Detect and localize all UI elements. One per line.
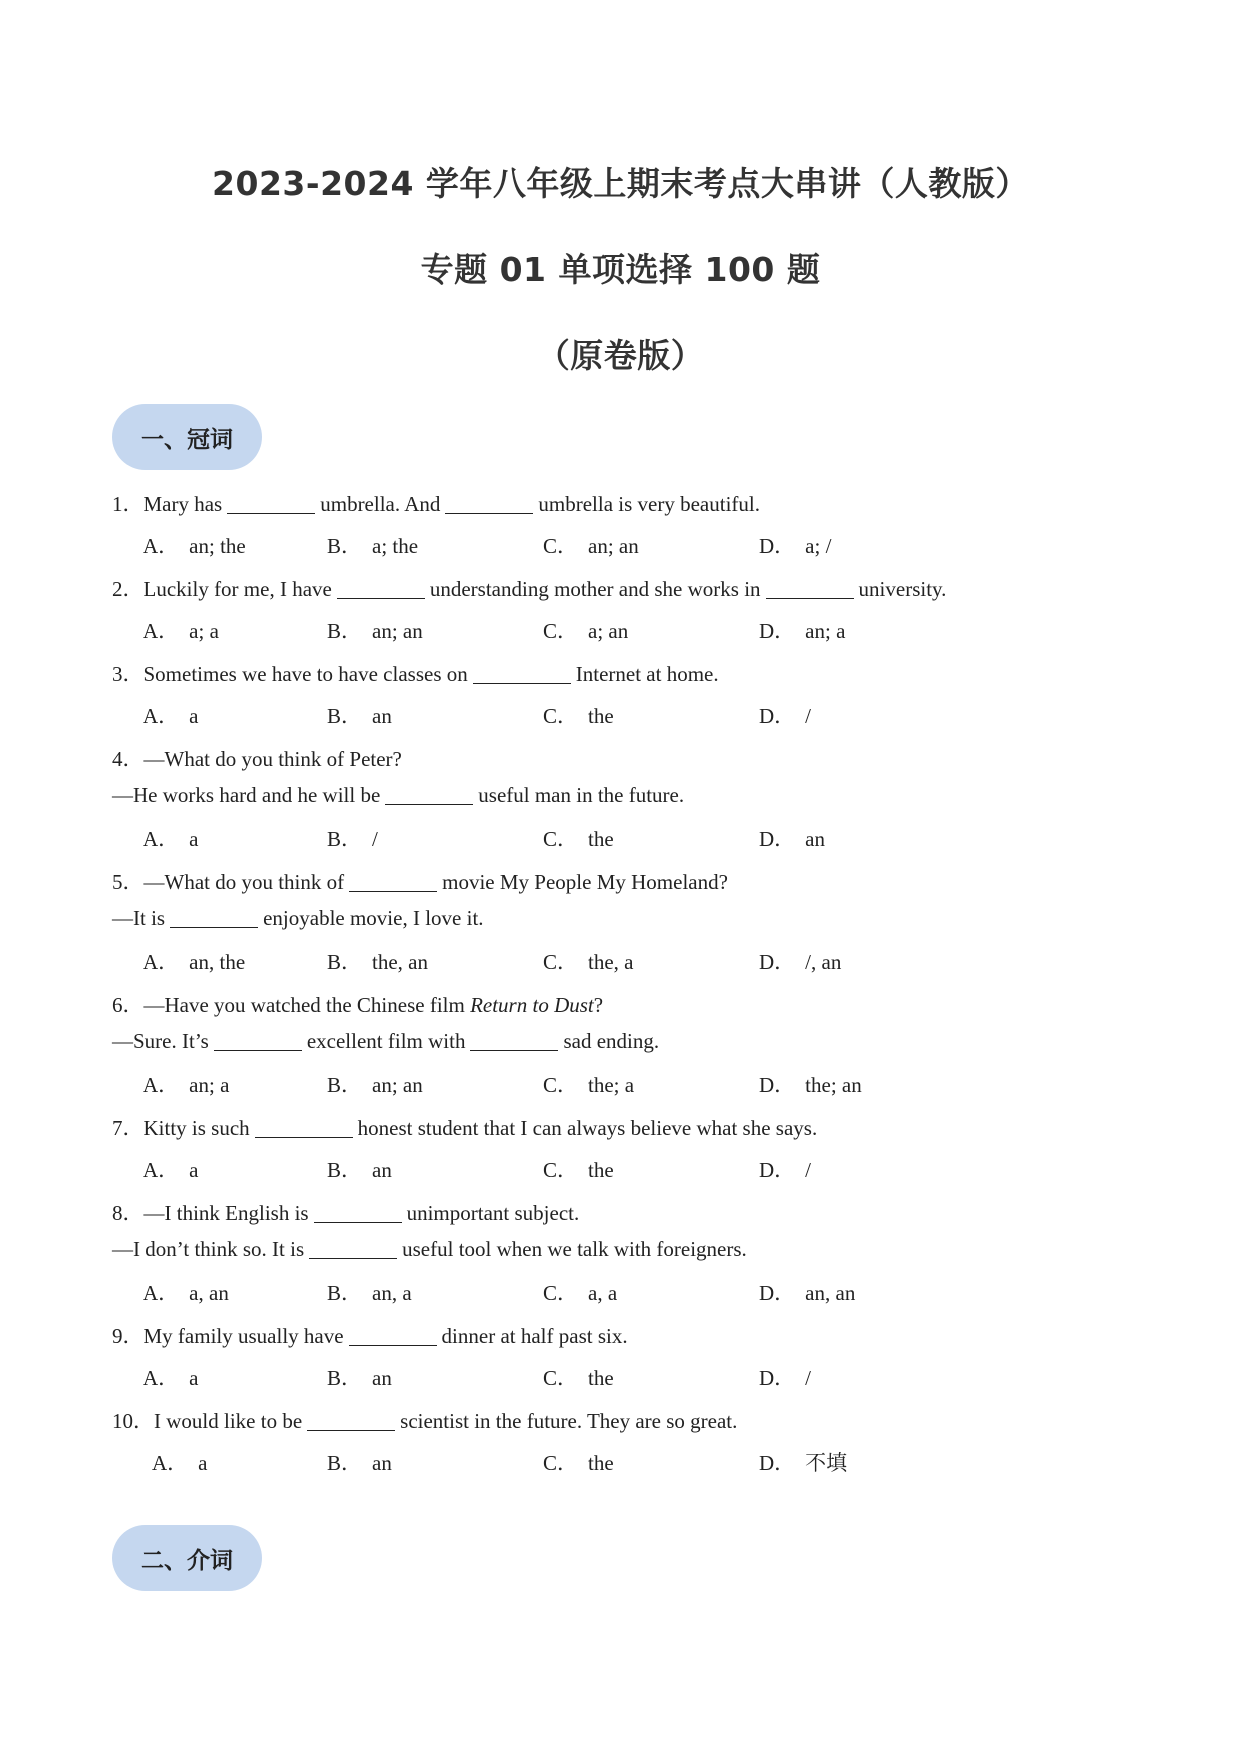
option-c: C． the (543, 827, 614, 851)
option-a: A． a; a (143, 619, 219, 643)
option-d: D． an; a (759, 619, 846, 643)
options-row-7 (0, 1154, 1241, 1184)
question-3: 3．Sometimes we have to have classes on Internet at home. (112, 662, 719, 686)
question-1: 1．Mary has umbrella. And umbrella is very beautiful. (112, 492, 760, 516)
answer-blank (470, 1030, 558, 1051)
document-subtitle: 专题 01 单项选择 100 题 (420, 250, 821, 289)
answer-blank (349, 871, 437, 892)
answer-blank (227, 493, 315, 514)
option-b: B． the, an (327, 950, 428, 974)
question-number: 7． (112, 1116, 144, 1140)
option-b: B． / (327, 827, 378, 851)
answer-blank (473, 663, 571, 684)
question-6-reply: —Sure. It’s excellent film with sad ending. (112, 1029, 660, 1053)
option-b: B． an (327, 1366, 392, 1390)
question-number: 8． (112, 1201, 144, 1225)
option-b: B． an; an (327, 1073, 423, 1097)
answer-blank (255, 1117, 353, 1138)
question-number: 9． (112, 1324, 144, 1348)
option-d: D． a; / (759, 534, 832, 558)
option-a: A． a, an (143, 1281, 229, 1305)
question-5: 5．—What do you think of movie My People My Homeland? (112, 870, 728, 894)
option-b: B． an (327, 1158, 392, 1182)
option-b: B． an, a (327, 1281, 412, 1305)
option-c: C． an; an (543, 534, 639, 558)
section-heading-prepositions: 二、介词 (112, 1525, 262, 1591)
option-a: A． a (143, 827, 199, 851)
document-version: （原卷版） (536, 336, 705, 375)
question-10: 10．I would like to be scientist in the future. They are so great. (112, 1409, 738, 1433)
option-a: A． a (143, 704, 199, 728)
option-b: B． a; the (327, 534, 419, 558)
question-number: 4． (112, 747, 144, 771)
option-b: B． an (327, 1451, 392, 1475)
option-d: D． /, an (759, 950, 842, 974)
option-a: A． a (152, 1451, 208, 1475)
question-number: 10． (112, 1409, 154, 1433)
answer-blank (445, 493, 533, 514)
option-a: A． a (143, 1366, 199, 1390)
option-c: C． the; a (543, 1073, 635, 1097)
question-4-reply: —He works hard and he will be useful man in the future. (112, 783, 685, 807)
question-number: 3． (112, 662, 144, 686)
option-a: A． an; the (143, 534, 246, 558)
option-a: A． a (143, 1158, 199, 1182)
option-a: A． an; a (143, 1073, 230, 1097)
options-row-2 (0, 615, 1241, 645)
film-title: Return to Dust (470, 993, 594, 1017)
option-d: D． / (759, 1366, 812, 1390)
options-row-3 (0, 700, 1241, 730)
answer-blank (309, 1238, 397, 1259)
option-d: D． / (759, 704, 812, 728)
answer-blank (385, 784, 473, 805)
option-c: C． a, a (543, 1281, 618, 1305)
option-c: C． the (543, 704, 614, 728)
answer-blank (314, 1202, 402, 1223)
question-number: 6． (112, 993, 144, 1017)
options-row-6 (0, 1069, 1241, 1099)
question-8: 8．—I think English is unimportant subject. (112, 1201, 580, 1225)
question-number: 1． (112, 492, 144, 516)
question-4: 4．—What do you think of Peter? (112, 747, 402, 771)
option-a: A． an, the (143, 950, 246, 974)
options-row-1 (0, 530, 1241, 560)
options-row-5 (0, 946, 1241, 976)
option-c: C． a; an (543, 619, 629, 643)
answer-blank (307, 1410, 395, 1431)
option-d: D． the; an (759, 1073, 862, 1097)
answer-blank (170, 907, 258, 928)
question-9: 9．My family usually have dinner at half past six. (112, 1324, 628, 1348)
options-row-8 (0, 1277, 1241, 1307)
option-d: D． / (759, 1158, 812, 1182)
answer-blank (349, 1325, 437, 1346)
options-row-4 (0, 823, 1241, 853)
option-b: B． an; an (327, 619, 423, 643)
option-d: D． 不填 (759, 1451, 848, 1475)
option-d: D． an (759, 827, 825, 851)
options-row-9 (0, 1362, 1241, 1392)
options-row-10 (0, 1447, 1241, 1477)
option-c: C． the (543, 1366, 614, 1390)
question-5-reply: —It is enjoyable movie, I love it. (112, 906, 484, 930)
question-number: 2． (112, 577, 144, 601)
option-c: C． the (543, 1451, 614, 1475)
question-6: 6．—Have you watched the Chinese film Return to Dust? (112, 993, 604, 1017)
answer-blank (766, 578, 854, 599)
option-d: D． an, an (759, 1281, 856, 1305)
answer-blank (337, 578, 425, 599)
option-c: C． the, a (543, 950, 634, 974)
document-title: 2023-2024 学年八年级上期末考点大串讲（人教版） (212, 164, 1029, 203)
option-c: C． the (543, 1158, 614, 1182)
answer-blank (214, 1030, 302, 1051)
question-7: 7．Kitty is such honest student that I can always believe what she says. (112, 1116, 818, 1140)
option-b: B． an (327, 704, 392, 728)
section-heading-articles: 一、冠词 (112, 404, 262, 470)
question-8-reply: —I don’t think so. It is useful tool when we talk with foreigners. (112, 1237, 747, 1261)
question-number: 5． (112, 870, 144, 894)
question-2: 2．Luckily for me, I have understanding mother and she works in university. (112, 577, 947, 601)
